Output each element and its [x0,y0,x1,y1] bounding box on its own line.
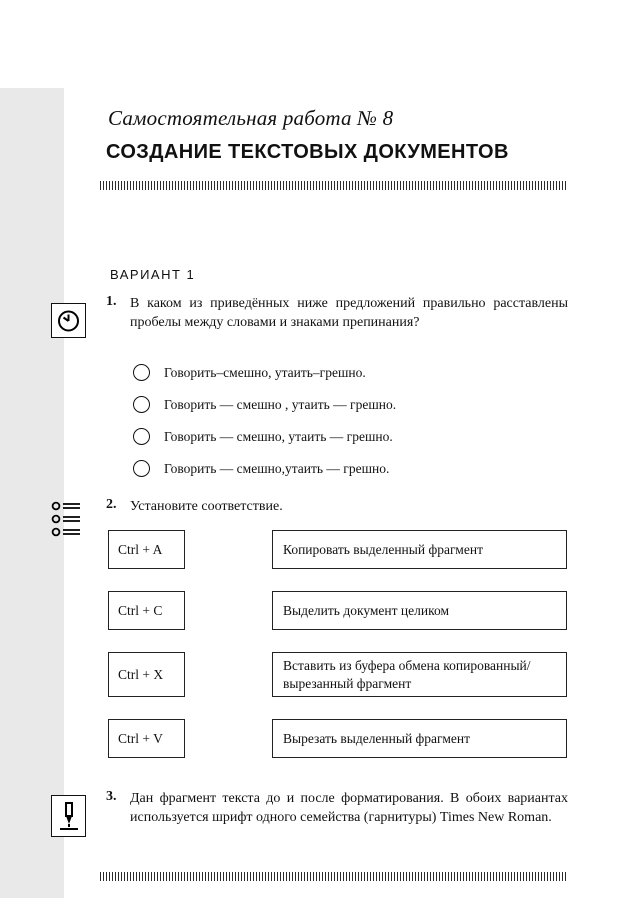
question-3-number: 3. [106,789,117,804]
key-box: Ctrl + X [108,652,185,697]
option-row [133,395,568,414]
question-1-options [133,363,568,491]
option-row [133,363,568,382]
question-2-text: Установите соответствие. [130,499,283,514]
radio-circle[interactable] [133,428,150,445]
key-box: Ctrl + V [108,719,185,758]
divider-hatch-top [100,181,566,190]
radio-circle[interactable] [133,364,150,381]
section-title: СОЗДАНИЕ ТЕКСТОВЫХ ДОКУМЕНТОВ [106,141,509,163]
key-box: Ctrl + A [108,530,185,569]
matching-table [108,530,567,780]
left-margin-strip [0,88,64,898]
action-box: Выделить документ целиком [272,591,567,630]
action-box: Вырезать выделенный фрагмент [272,719,567,758]
matching-icon [47,497,87,543]
question-2-number: 2. [106,497,117,512]
radio-circle[interactable] [133,396,150,413]
action-box: Вставить из буфера обмена копированный/вырезанный фрагмент [272,652,567,697]
divider-hatch-bottom [100,872,566,881]
variant-label: ВАРИАНТ 1 [110,267,196,282]
option-label: Говорить–смешно, утаить–грешно. [164,364,366,380]
radio-circle[interactable] [133,460,150,477]
worksheet-title: Самостоятельная работа № 8 [108,106,394,130]
timer-icon [51,303,86,338]
question-1-text: В каком из приведённых ниже предложений правильно расставлены пробелы между словами и знаками препинания? [130,296,568,331]
match-row [108,530,567,569]
match-row [108,719,567,758]
option-label: Говорить — смешно, утаить — грешно. [164,428,393,444]
option-label: Говорить — смешно,утаить — грешно. [164,460,390,476]
action-box: Копировать выделенный фрагмент [272,530,567,569]
question-3-text: Дан фрагмент текста до и после форматирования. В обоих вариантах используется шрифт одного семейства (гарнитуры) Times New Roman. [130,791,568,826]
option-row [133,427,568,446]
question-1-number: 1. [106,294,117,309]
key-box: Ctrl + C [108,591,185,630]
match-row [108,652,567,697]
match-row [108,591,567,630]
option-row [133,459,568,478]
pen-icon [51,795,86,837]
option-label: Говорить — смешно , утаить — грешно. [164,396,397,412]
